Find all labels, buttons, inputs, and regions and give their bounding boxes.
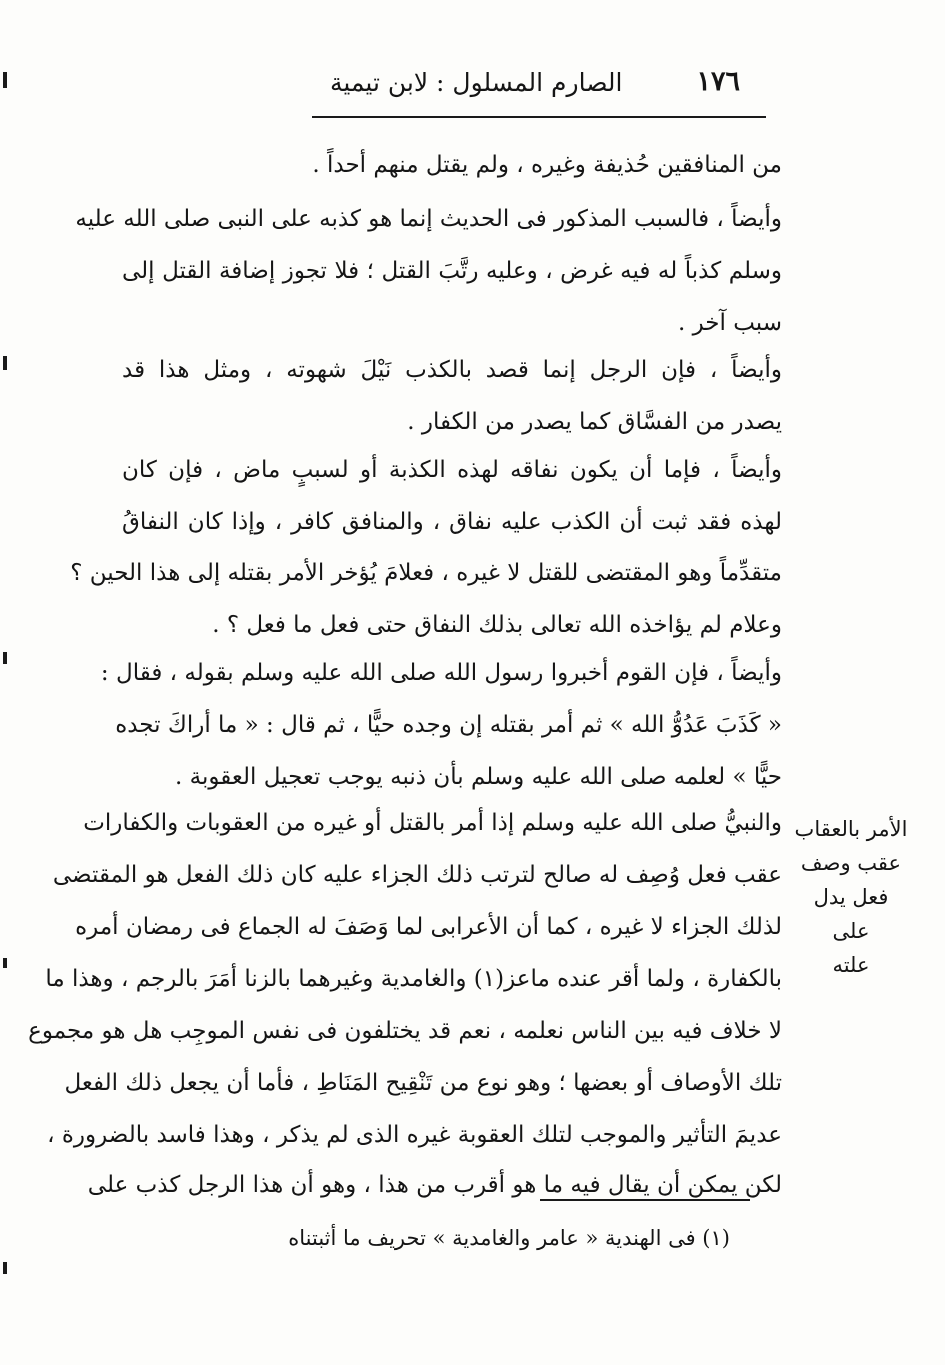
page-number: ١٧٦ [696,66,740,97]
margin-note [792,812,910,982]
margin-note-line: فعل يدل على [813,885,889,943]
scan-edge-mark [3,652,7,664]
header-rule [312,116,766,118]
text-line: وأيضاً ، فإن القوم أخبروا رسول الله صلى الله عليه وسلم بقوله ، فقال : [100,660,782,686]
footnote: (١) فى الهندية « عامر والغامدية » تحريف ما أثبتناه [288,1226,730,1250]
scan-edge-mark [3,1262,7,1274]
text-line: وسلم كذباً له فيه غرض ، وعليه رتَّبَ القتل ؛ فلا تجوز إضافة القتل إلى [122,258,782,284]
margin-note-line: علته [832,953,870,977]
page-header [330,64,740,108]
text-line: لكن يمكن أن يقال فيه ما هو أقرب من هذا ، وهو أن هذا الرجل كذب على [87,1172,782,1198]
text-line: وأيضاً ، فإما أن يكون نفاقه لهذه الكذبة أو لسببٍ ماض ، فإن كان [122,457,782,483]
footnote-rule [540,1199,750,1201]
text-line: لذلك الجزاء لا غيره ، كما أن الأعرابى لما وَصَفَ له الجماع فى رمضان أمره [75,914,782,940]
text-line: والنبيُّ صلى الله عليه وسلم إذا أمر بالقتل أو غيره من العقوبات والكفارات [83,810,782,836]
text-line: تلك الأوصاف أو بعضها ؛ وهو نوع من تَنْقِيح المَنَاطِ ، فأما أن يجعل ذلك الفعل [64,1070,782,1096]
text-line: عديمَ التأثير والموجب لتلك العقوبة غيره الذى لم يذكر ، وهذا فاسد بالضرورة ، [47,1122,782,1148]
running-title: الصارم المسلول : لابن تيمية [330,68,623,97]
scan-edge-mark [3,356,7,370]
text-line: وأيضاً ، فالسبب المذكور فى الحديث إنما هو كذبه على النبى صلى الله عليه [75,206,782,232]
text-line: حيًّا » لعلمه صلى الله عليه وسلم بأن ذنبه يوجب تعجيل العقوبة . [175,764,782,790]
text-line: لهذه فقد ثبت أن الكذب عليه نفاق ، والمنافق كافر ، وإذا كان النفاقُ [122,509,782,535]
text-line: سبب آخر . [677,310,782,336]
scan-edge-mark [3,72,7,88]
text-line: عقب فعل وُصِف له صالح لترتب ذلك الجزاء عليه كان ذلك الفعل هو المقتضى [52,862,782,888]
text-line: من المنافقين حُذيفة وغيره ، ولم يقتل منهم أحداً . [312,152,782,178]
margin-note-line: عقب وصف [800,851,902,875]
scan-edge-mark [3,958,7,968]
text-line: « كَذَبَ عَدُوُّ الله » ثم أمر بقتله إن وجده حيًّا ، ثم قال : « ما أراكَ تجده [115,712,782,738]
text-line: وأيضاً ، فإن الرجل إنما قصد بالكذب نَيْلَ شهوته ، ومثل هذا قد [122,357,782,383]
margin-note-line: الأمر بالعقاب [794,817,908,841]
text-line: لا خلاف فيه بين الناس نعلمه ، نعم قد يختلفون فى نفس الموجِب هل هو مجموع [28,1018,782,1044]
text-line: وعلام لم يؤاخذه الله تعالى بذلك النفاق حتى فعل ما فعل ؟ . [212,612,782,638]
text-line: يصدر من الفسَّاق كما يصدر من الكفار . [407,409,782,435]
text-line: بالكفارة ، ولما أقر عنده ماعز(١) والغامدية وغيرهما بالزنا أمَرَ بالرجم ، وهذا ما [45,966,782,992]
text-line: متقدِّماً وهو المقتضى للقتل لا غيره ، فعلامَ يُؤخر الأمر بقتله إلى هذا الحين ؟ [70,560,782,586]
